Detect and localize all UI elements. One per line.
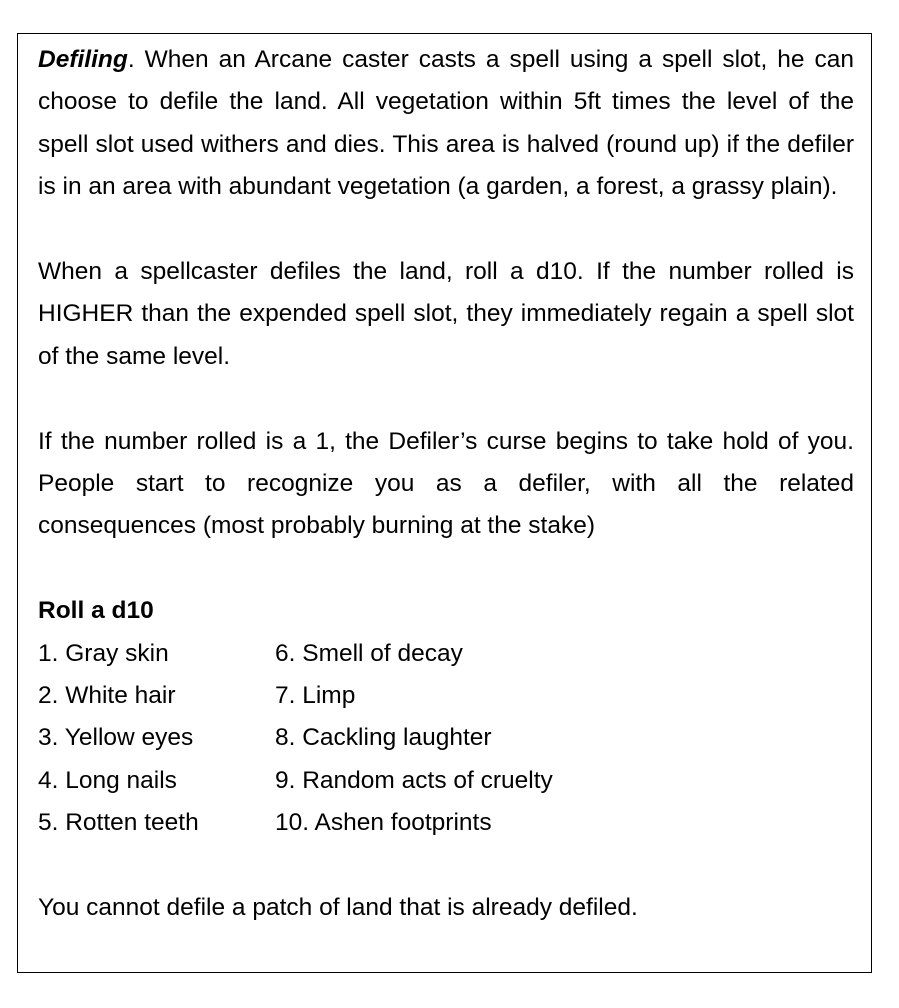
roll-table: [38, 633, 854, 845]
spacer: [38, 548, 854, 590]
defiling-term: Defiling: [38, 46, 128, 73]
roll-table-heading: Roll a d10: [38, 597, 154, 625]
roll-rule-paragraph: When a spellcaster defiles the land, roll a d10. If the number rolled is HIGHER than the expended spell slot, they immediately regain a spell slot of the same level.: [38, 258, 854, 370]
roll-entry: 6. Smell of decay: [275, 639, 463, 667]
spacer: [38, 209, 854, 251]
roll-entry: 3. Yellow eyes: [38, 724, 194, 752]
roll-entry: 9. Random acts of cruelty: [275, 766, 553, 794]
defiling-description: . When an Arcane caster casts a spell using a spell slot, he can choose to defile the land. All vegetation within 5ft times the level of the spell slot used withers and dies. This area is halved (round up) if the defiler is in an area with abundant vegetation (a garden, a forest, a grassy plain).: [38, 46, 854, 201]
roll-entry: 8. Cackling laughter: [275, 724, 492, 752]
roll-entry: 10. Ashen footprints: [275, 809, 492, 837]
text-box: [17, 33, 872, 973]
roll-entry: 2. White hair: [38, 682, 176, 710]
spacer: [38, 845, 854, 887]
curse-paragraph: If the number rolled is a 1, the Defiler’s curse begins to take hold of you. People start to recognize you as a defiler, with all the related consequences (most probably burning at the stake): [38, 427, 854, 540]
roll-entry: 7. Limp: [275, 682, 356, 710]
footer-paragraph: You cannot defile a patch of land that is already defiled.: [38, 894, 638, 922]
spacer: [38, 378, 854, 420]
roll-entry: 5. Rotten teeth: [38, 809, 199, 837]
roll-entry: 4. Long nails: [38, 766, 177, 794]
defiling-paragraph: [38, 39, 854, 209]
roll-entry: 1. Gray skin: [38, 639, 169, 667]
box-content: [38, 39, 854, 929]
